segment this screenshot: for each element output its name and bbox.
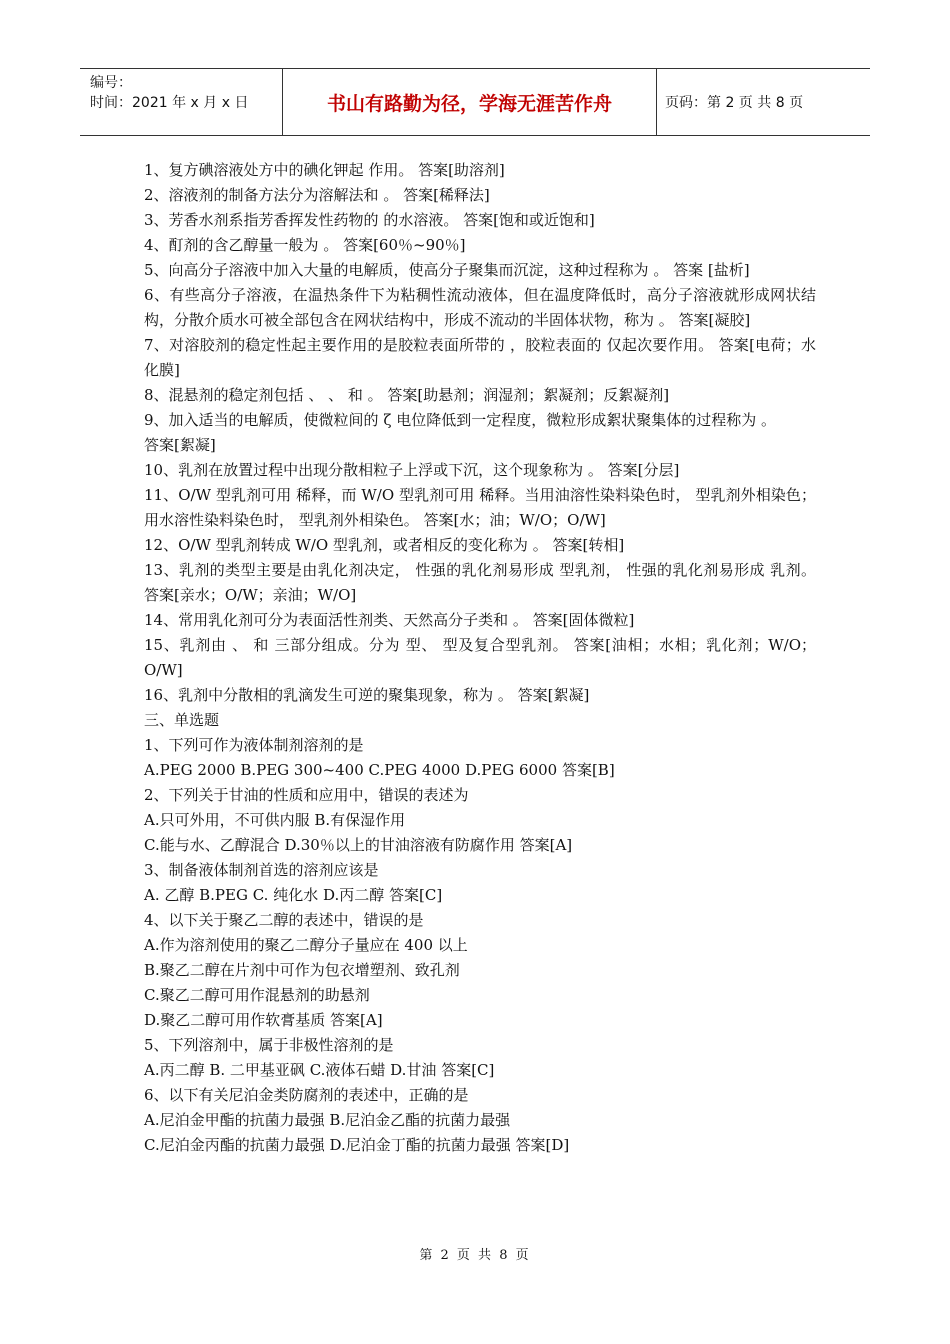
text-line: A.作为溶剂使用的聚乙二醇分子量应在 400 以上 [144, 936, 468, 954]
page-footer: 第 2 页 共 8 页 [419, 1248, 531, 1263]
header-motto: 书山有路勤为径，学海无涯苦作舟 [283, 69, 657, 135]
text-line: 3、制备液体制剂首选的溶剂应该是 [144, 861, 379, 879]
text-line: 13、乳剂的类型主要是由乳化剂决定， 性强的乳化剂易形成 型乳剂， 性强的乳化剂易形成 乳剂。 答案[亲水；O/W；亲油；W/O] [144, 561, 816, 604]
text-line: 2、下列关于甘油的性质和应用中，错误的表述为 [144, 786, 469, 804]
text-line: A.只可外用，不可供内服 B.有保湿作用 [144, 811, 406, 829]
text-line: 1、复方碘溶液处方中的碘化钾起 作用。 答案[助溶剂] [144, 161, 505, 179]
text-line: 答案[絮凝] [144, 436, 216, 454]
document-code-label: 编号： [90, 75, 132, 91]
text-line: C.能与水、乙醇混合 D.30％以上的甘油溶液有防腐作用 答案[A] [144, 836, 573, 854]
page-header [80, 68, 870, 136]
text-line: 9、加入适当的电解质，使微粒间的 ζ 电位降低到一定程度，微粒形成絮状聚集体的过程称为 。 [144, 411, 776, 429]
text-line: 12、O/W 型乳剂转成 W/O 型乳剂，或者相反的变化称为 。 答案[转相] [144, 536, 625, 554]
text-line: 4、以下关于聚乙二醇的表述中，错误的是 [144, 911, 424, 929]
text-line: 16、乳剂中分散相的乳滴发生可逆的聚集现象，称为 。 答案[絮凝] [144, 686, 590, 704]
text-line: A.尼泊金甲酯的抗菌力最强 B.尼泊金乙酯的抗菌力最强 [144, 1111, 511, 1129]
text-line: B.聚乙二醇在片剂中可作为包衣增塑剂、致孔剂 [144, 961, 460, 979]
text-line: 6、有些高分子溶液，在温热条件下为粘稠性流动液体，但在温度降低时，高分子溶液就形成网状结构，分散介质水可被全部包含在网状结构中，形成不流动的半固体状物，称为 。 答案[凝胶] [144, 286, 816, 329]
text-line: C.尼泊金丙酯的抗菌力最强 D.尼泊金丁酯的抗菌力最强 答案[D] [144, 1136, 570, 1154]
section-heading: 三、单选题 [144, 711, 220, 729]
header-info-cell [80, 69, 283, 135]
text-line: 5、下列溶剂中，属于非极性溶剂的是 [144, 1036, 394, 1054]
text-line: 10、乳剂在放置过程中出现分散相粒子上浮或下沉，这个现象称为 。 答案[分层] [144, 461, 680, 479]
document-time-label: 时间：2021 年 x 月 x 日 [90, 95, 249, 111]
text-line: 5、向高分子溶液中加入大量的电解质，使高分子聚集而沉淀，这种过程称为 。 答案 [盐析] [144, 261, 750, 279]
text-line: 2、溶液剂的制备方法分为溶解法和 。 答案[稀释法] [144, 186, 490, 204]
text-line: D.聚乙二醇可用作软膏基质 答案[A] [144, 1011, 383, 1029]
text-line: 4、酊剂的含乙醇量一般为 。 答案[60％~90％] [144, 236, 466, 254]
document-body [144, 158, 816, 1158]
text-line: 6、以下有关尼泊金类防腐剂的表述中，正确的是 [144, 1086, 469, 1104]
text-line: 3、芳香水剂系指芳香挥发性药物的 的水溶液。 答案[饱和或近饱和] [144, 211, 595, 229]
text-line: A.丙二醇 B. 二甲基亚砜 C.液体石蜡 D.甘油 答案[C] [144, 1061, 495, 1079]
text-line: 15、乳剂由 、 和 三部分组成。分为 型、 型及复合型乳剂。 答案[油相；水相；乳化剂；W/O；O/W] [144, 636, 816, 679]
text-line: 7、对溶胶剂的稳定性起主要作用的是胶粒表面所带的 ，胶粒表面的 仅起次要作用。 答案[电荷；水化膜] [144, 336, 816, 379]
text-line: 14、常用乳化剂可分为表面活性剂类、天然高分子类和 。 答案[固体微粒] [144, 611, 635, 629]
header-page-number: 页码：第 2 页 共 8 页 [665, 95, 804, 111]
text-line: 1、下列可作为液体制剂溶剂的是 [144, 736, 364, 754]
text-line: A. 乙醇 B.PEG C. 纯化水 D.丙二醇 答案[C] [144, 886, 443, 904]
text-line: 11、O/W 型乳剂可用 稀释，而 W/O 型乳剂可用 稀释。当用油溶性染料染色时， 型乳剂外相染色；用水溶性染料染色时， 型乳剂外相染色。 答案[水；油；W/O；O/W] [144, 486, 816, 529]
text-line: 8、混悬剂的稳定剂包括 、 、 和 。 答案[助悬剂；润湿剂；絮凝剂；反絮凝剂] [144, 386, 670, 404]
text-line: A.PEG 2000 B.PEG 300~400 C.PEG 4000 D.PEG 6000 答案[B] [144, 761, 615, 779]
text-line: C.聚乙二醇可用作混悬剂的助悬剂 [144, 986, 370, 1004]
